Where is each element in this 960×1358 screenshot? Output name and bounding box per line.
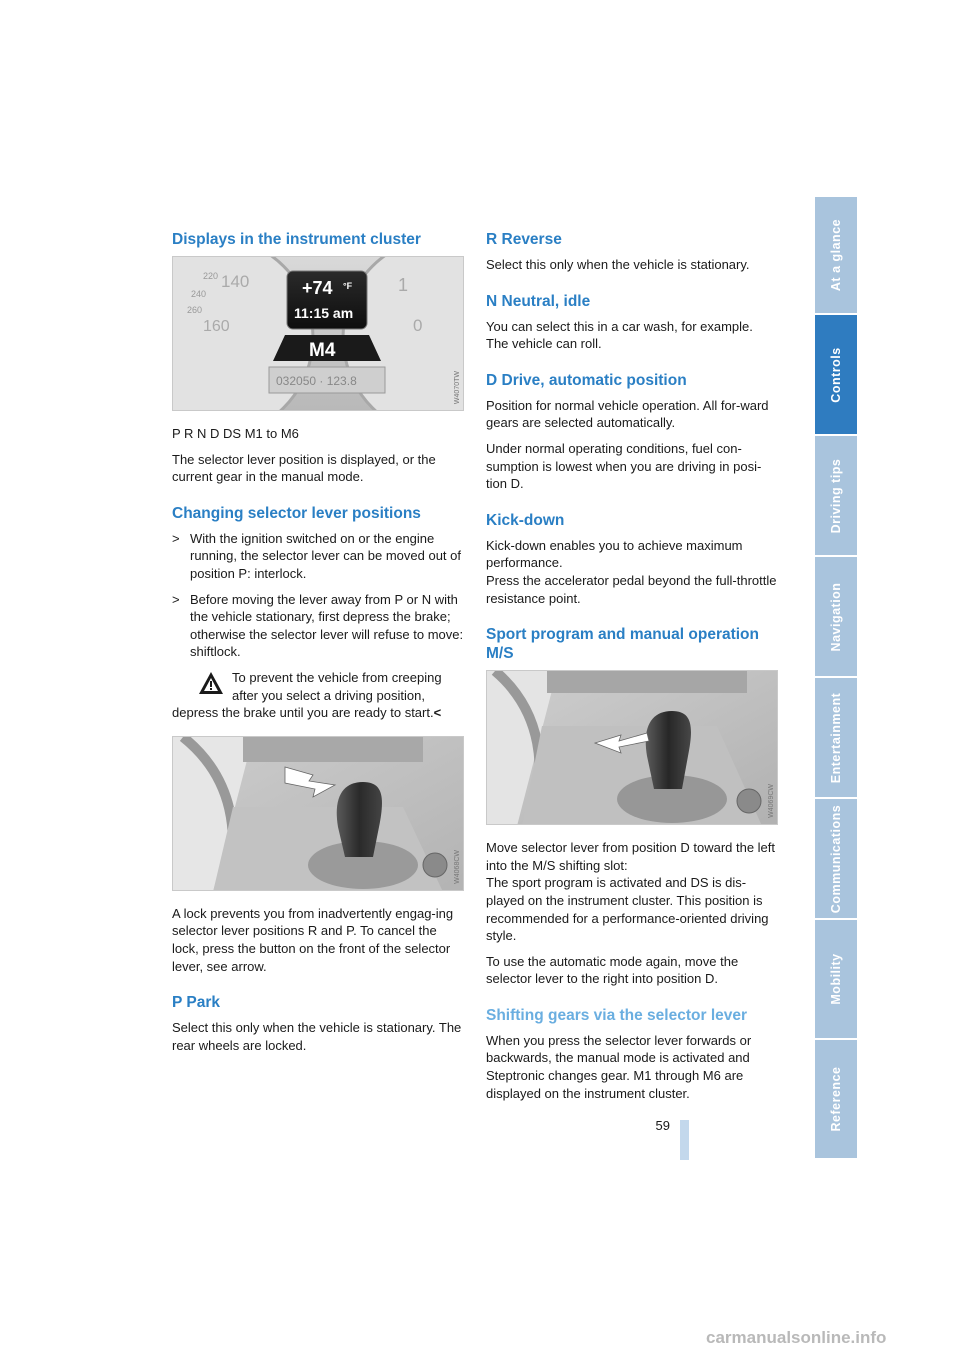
figure-code: W4069CW — [768, 784, 775, 819]
bullet-interlock — [172, 530, 464, 583]
bullet-marker: > — [172, 530, 180, 546]
sport-text-3: To use the automatic mode again, move the selector lever to the right into position D. — [486, 953, 739, 987]
bullet-shiftlock — [172, 591, 464, 661]
bullet-interlock-text: With the ignition switched on or the engine running, the selector lever can be moved out of position P: interlock. — [190, 530, 461, 581]
sport-slot-figure — [486, 670, 778, 825]
gauge-tick-140: 140 — [221, 272, 250, 291]
lock-text: A lock prevents you from inadvertently engag-ing selector lever positions R and P. To cancel the lock, press the button on the front of the selector lever, see arrow. — [172, 905, 454, 974]
bullet-marker: > — [172, 591, 180, 607]
warning-rest-text: depress the brake until you are ready to start. — [172, 705, 434, 721]
tab-at-a-glance[interactable] — [815, 197, 857, 315]
tab-mobility[interactable] — [815, 920, 857, 1040]
tab-reference[interactable] — [815, 1040, 857, 1160]
instrument-cluster-illustration — [173, 257, 464, 411]
left-column — [172, 230, 464, 1062]
gauge-tick-0: 0 — [413, 316, 423, 335]
bullet-shiftlock-text: Before moving the lever away from P or N with the vehicle stationary, first depress the brake; otherwise the selector lever will refuse to move: shiftlock. — [190, 591, 464, 660]
gauge-tick-1: 1 — [398, 275, 409, 295]
display-temperature-unit: °F — [343, 281, 353, 291]
sport-text-1: Move selector lever from position D toward the left into the M/S shifting slot: — [486, 840, 776, 873]
display-temperature: +74 — [302, 278, 333, 298]
warning-note — [172, 669, 464, 722]
sport-slot-illustration — [487, 671, 778, 825]
drive-text-2: Under normal operating conditions, fuel con-sumption is lowest when you are driving in posi-tion D. — [486, 440, 762, 492]
neutral-text: You can select this in a car wash, for example. The vehicle can roll. — [486, 318, 753, 352]
kickdown-text-1: Kick-down enables you to achieve maximum performance. — [486, 537, 743, 571]
selector-lever-figure — [172, 736, 464, 891]
tab-navigation[interactable] — [815, 557, 857, 678]
display-text: The selector lever position is displayed, or the current gear in the manual mode. — [172, 451, 436, 485]
heading-changing: Changing selector lever positions — [172, 504, 421, 522]
warning-line-1: To prevent the vehicle from creeping — [232, 669, 442, 685]
end-marker: < — [433, 705, 442, 721]
tab-entertainment[interactable] — [815, 678, 857, 799]
figure-code: W4070TW — [454, 370, 461, 404]
page-number: 59 — [655, 1118, 670, 1133]
heading-sport: Sport program and manual operation M/S — [486, 626, 759, 663]
tab-controls[interactable] — [815, 315, 857, 436]
heading-park: P Park — [172, 994, 220, 1012]
watermark: carmanualsonline.info — [706, 1328, 887, 1347]
heading-kickdown: Kick-down — [486, 511, 565, 529]
figure-code: W4068CW — [454, 849, 461, 884]
tab-label: Communications — [829, 804, 843, 913]
drive-text-1: Position for normal vehicle operation. All for-ward gears are selected automatically. — [486, 397, 769, 431]
tab-label: Mobility — [829, 953, 843, 1005]
warning-triangle-icon — [198, 671, 224, 695]
heading-reverse: R Reverse — [486, 231, 562, 248]
gauge-tick-160: 160 — [203, 318, 230, 335]
warning-rest — [172, 704, 464, 722]
heading-drive: D Drive, automatic position — [486, 371, 687, 389]
heading-displays: Displays in the instrument cluster — [172, 231, 421, 248]
warning-line-2: after you select a driving position, — [232, 687, 425, 703]
heading-neutral: N Neutral, idle — [486, 292, 591, 310]
right-column — [486, 230, 778, 1110]
selector-lever-illustration — [173, 737, 464, 891]
tab-communications[interactable] — [815, 799, 857, 920]
park-text: Select this only when the vehicle is stationary. The rear wheels are locked. — [172, 1020, 462, 1053]
display-odometer: 032050 · 123.8 — [276, 374, 357, 388]
sport-text-2: The sport program is activated and DS is dis-played on the instrument cluster. This position is recommended for a performance-oriented driving style. — [486, 875, 769, 944]
tab-label: At a glance — [829, 218, 843, 292]
tab-label: Reference — [829, 1066, 843, 1132]
page-bar — [680, 1120, 689, 1160]
tab-label: Controls — [829, 346, 843, 403]
display-gear: M4 — [309, 340, 336, 361]
reverse-text: Select this only when the vehicle is stationary. — [486, 257, 750, 272]
tab-driving-tips[interactable] — [815, 436, 857, 557]
display-time: 11:15 am — [294, 305, 354, 321]
gauge-tick-240: 240 — [191, 289, 207, 299]
tab-label: Driving tips — [829, 458, 843, 533]
heading-shifting: Shifting gears via the selector lever — [486, 1006, 748, 1024]
tab-label: Entertainment — [829, 692, 843, 783]
gauge-tick-260: 260 — [187, 305, 203, 315]
chapter-tabs — [815, 197, 857, 1160]
shifting-text: When you press the selector lever forwards or backwards, the manual mode is activated and Steptronic changes gear. M1 through M6 are displayed on the instrument cluster. — [486, 1032, 752, 1101]
gauge-tick-220: 220 — [203, 271, 219, 281]
kickdown-text-2: Press the accelerator pedal beyond the full-throttle resistance point. — [486, 572, 777, 606]
instrument-cluster-figure — [172, 256, 464, 411]
tab-label: Navigation — [829, 582, 843, 651]
positions-text: P R N D DS M1 to M6 — [172, 426, 299, 441]
